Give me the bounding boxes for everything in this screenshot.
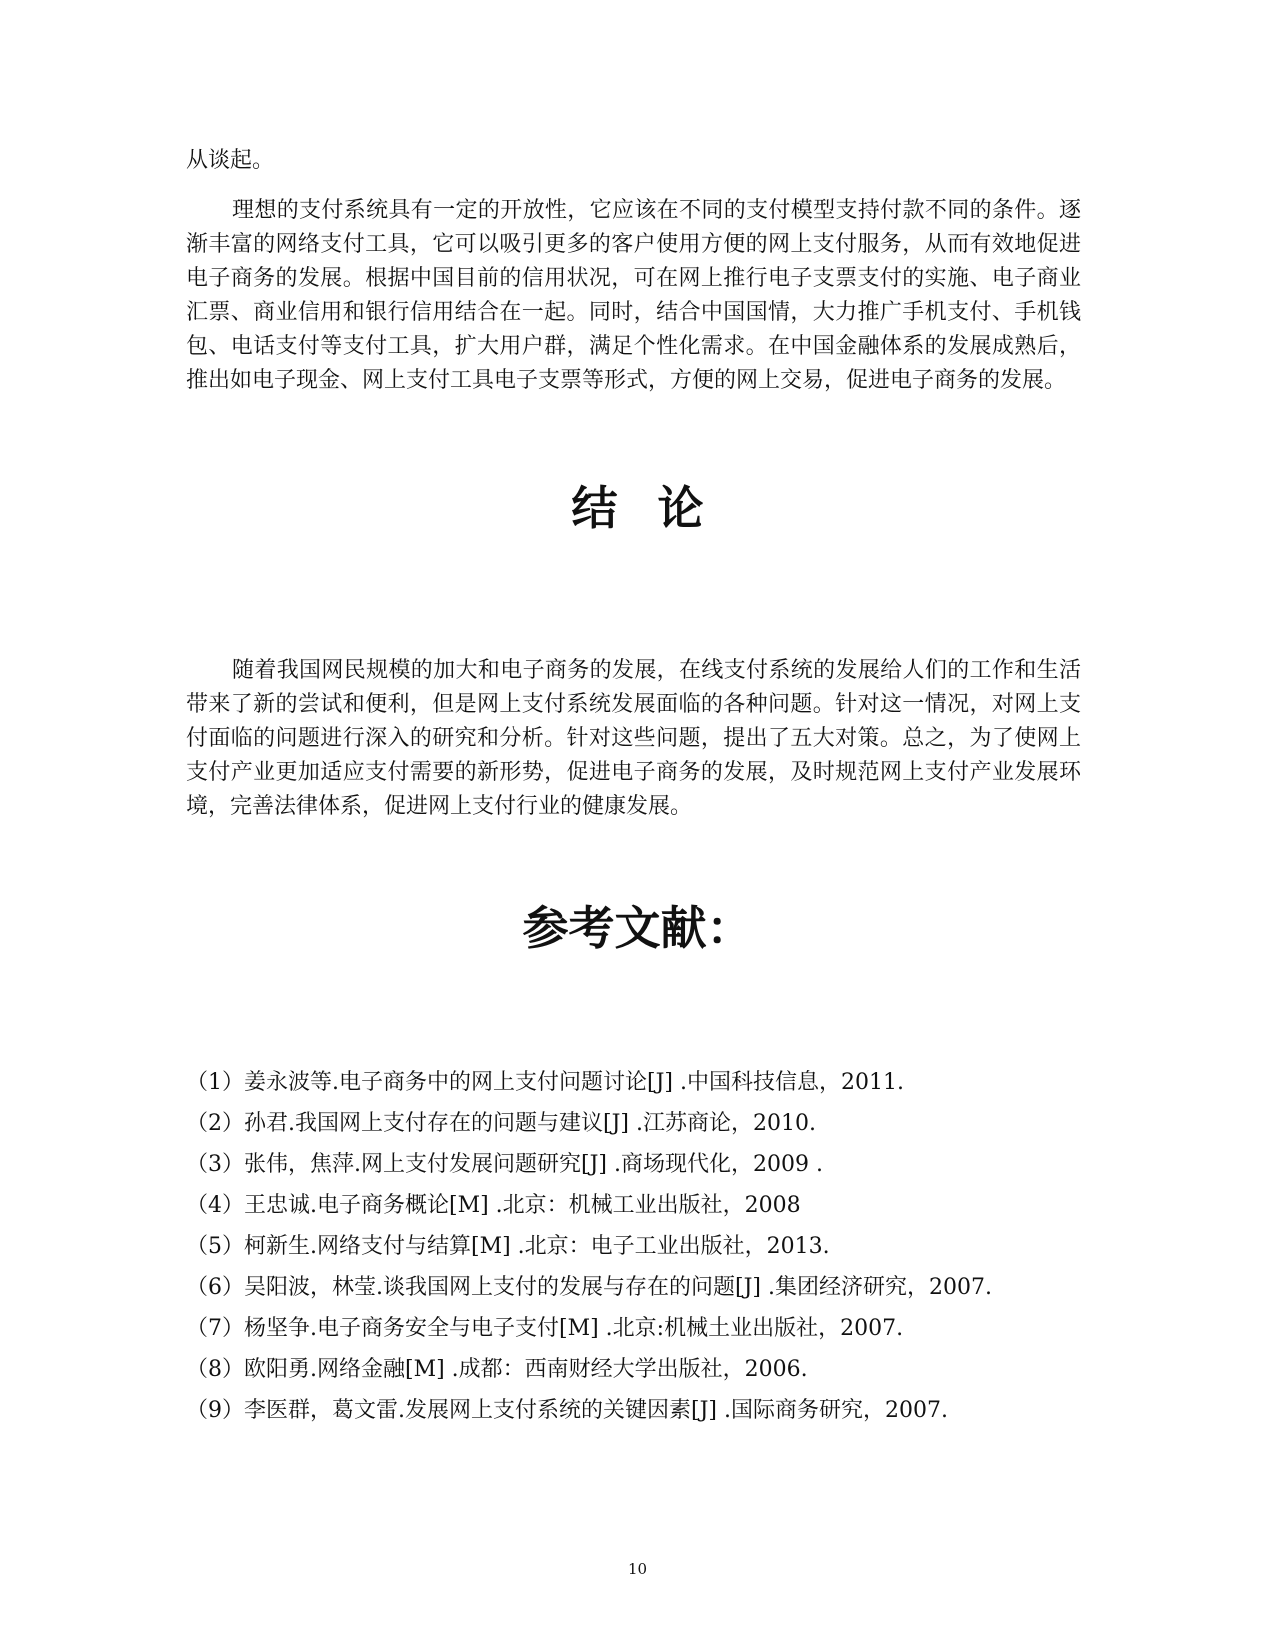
reference-item: （4）王忠诚.电子商务概论[M] .北京：机械工业出版社，2008 xyxy=(186,1193,801,1218)
conclusion-paragraph: 随着我国网民规模的加大和电子商务的发展，在线支付系统的发展给人们的工作和生活带来了新的尝试和便利，但是网上支付系统发展面临的各种问题。针对这一情况，对网上支付面临的问题进行深入的研究和分析。针对这些问题，提出了五大对策。总之，为了使网上支付产业更加适应支付需要的新形势，促进电子商务的发展，及时规范网上支付产业发展环境，完善法律体系，促进网上支付行业的健康发展。 xyxy=(186,658,1081,819)
reference-item: （3）张伟，焦萍.网上支付发展问题研究[J] .商场现代化，2009 . xyxy=(186,1152,823,1177)
reference-item: （7）杨坚争.电子商务安全与电子支付[M] .北京:机械土业出版社，2007. xyxy=(186,1316,904,1341)
paragraph-payment-system: 理想的支付系统具有一定的开放性，它应该在不同的支付模型支持付款不同的条件。逐渐丰富的网络支付工具，它可以吸引更多的客户使用方便的网上支付服务，从而有效地促进电子商务的发展。根据中国目前的信用状况，可在网上推行电子支票支付的实施、电子商业汇票、商业信用和银行信用结合在一起。同时，结合中国国情，大力推广手机支付、手机钱包、电话支付等支付工具，扩大用户群，满足个性化需求。在中国金融体系的发展成熟后，推出如电子现金、网上支付工具电子支票等形式，方便的网上交易，促进电子商务的发展。 xyxy=(186,198,1081,393)
references-heading: 参考文献： xyxy=(522,901,753,955)
conclusion-heading: 结论 xyxy=(571,481,744,535)
reference-item: （5）柯新生.网络支付与结算[M] .北京：电子工业出版社，2013. xyxy=(186,1234,830,1259)
page-number: 10 xyxy=(627,1560,648,1578)
reference-item: （1）姜永波等.电子商务中的网上支付问题讨论[J] .中国科技信息，2011. xyxy=(186,1070,904,1095)
paragraph-continuation: 从谈起。 xyxy=(186,148,275,173)
references-list xyxy=(186,1066,1081,1435)
reference-item: （6）吴阳波，林莹.谈我国网上支付的发展与存在的问题[J] .集团经济研究，2007. xyxy=(186,1275,992,1300)
reference-item: （2）孙君.我国网上支付存在的问题与建议[J] .江苏商论，2010. xyxy=(186,1111,816,1136)
reference-item: （8）欧阳勇.网络金融[M] .成都：西南财经大学出版社，2006. xyxy=(186,1357,808,1382)
reference-item: （9）李医群，葛文雷.发展网上支付系统的关键因素[J] .国际商务研究，2007. xyxy=(186,1398,948,1423)
